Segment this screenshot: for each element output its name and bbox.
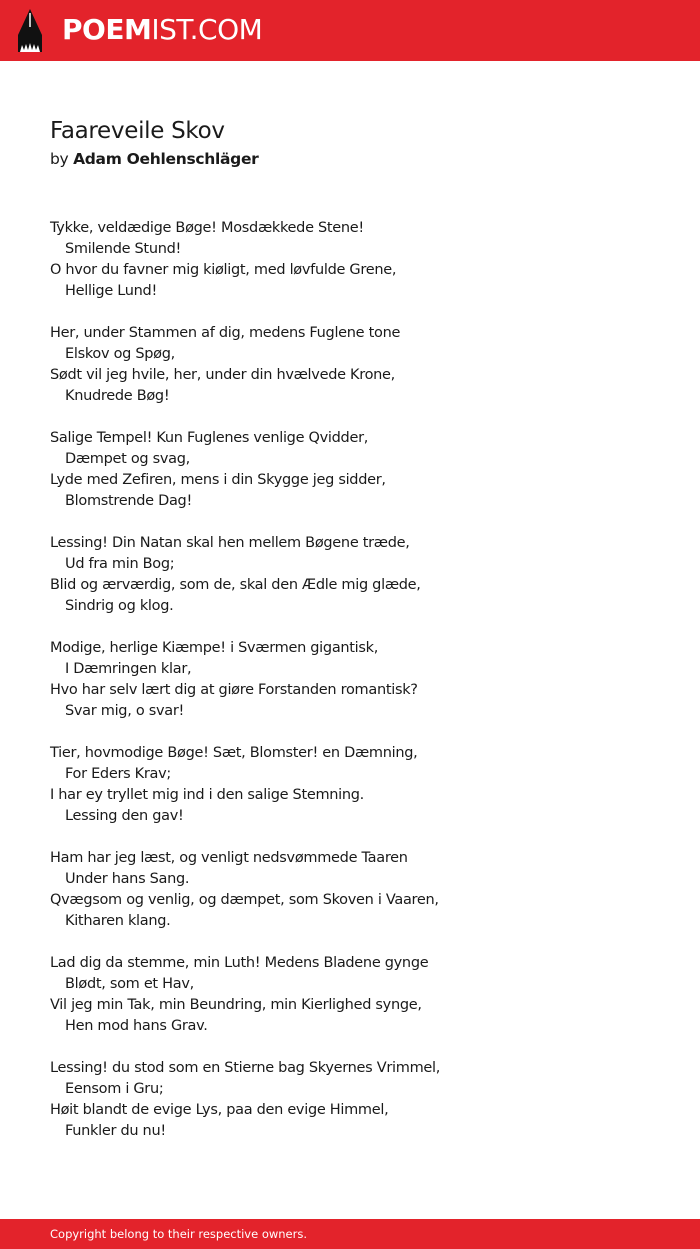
poem-line: Hellige Lund! [65,283,157,299]
poem-line: Modige, herlige Kiæmpe! i Sværmen gigantisk, [50,640,379,656]
stanza [50,218,670,302]
poem-line: Blid og ærværdig, som de, skal den Ædle mig glæde, [50,577,421,593]
poem-line: O hvor du favner mig kiøligt, med løvfulde Grene, [50,262,397,278]
poem-line: Høit blandt de evige Lys, paa den evige Himmel, [50,1102,389,1118]
poem-line: Qvægsom og venlig, og dæmpet, som Skoven i Vaaren, [50,892,439,908]
poem-line: Funkler du nu! [65,1123,166,1139]
poem-line: Under hans Sang. [65,871,190,887]
poem-line: Ud fra min Bog; [65,556,175,572]
poem-line: Blomstrende Dag! [65,493,192,509]
site-logo[interactable] [62,12,262,48]
poem-line: I har ey tryllet mig ind i den salige Stemning. [50,787,364,803]
stanza [50,323,670,407]
stanza [50,1058,670,1142]
poem-line: Kitharen klang. [65,913,171,929]
poem-line: Salige Tempel! Kun Fuglenes venlige Qvidder, [50,430,369,446]
poem-line: I Dæmringen klar, [65,661,192,677]
logo-bold-text: POEM [62,13,152,46]
poem-line: Vil jeg min Tak, min Beundring, min Kierlighed synge, [50,997,422,1013]
stanza [50,638,670,722]
poem-title: Faareveile Skov [50,118,225,144]
pen-nib-icon[interactable] [18,9,42,52]
poem-line: Knudrede Bøg! [65,388,170,404]
poem-line: Tykke, veldædige Bøge! Mosdækkede Stene! [50,220,364,236]
poem-line: Tier, hovmodige Bøge! Sæt, Blomster! en Dæmning, [50,745,418,761]
byline-prefix: by [50,150,69,168]
poem-line: Lad dig da stemme, min Luth! Medens Bladene gynge [50,955,429,971]
copyright-text: Copyright belong to their respective owners. [50,1227,308,1241]
poem-line: Lessing! du stod som en Stierne bag Skyernes Vrimmel, [50,1060,441,1076]
poem-line: Sindrig og klog. [65,598,174,614]
byline [50,148,259,170]
poem-line: Svar mig, o svar! [65,703,184,719]
poem-line: Lessing! Din Natan skal hen mellem Bøgene træde, [50,535,410,551]
poem-line: Lyde med Zefiren, mens i din Skygge jeg sidder, [50,472,386,488]
site-header [0,0,700,61]
poem-line: Hen mod hans Grav. [65,1018,208,1034]
poem-line: Smilende Stund! [65,241,182,257]
poem-line: For Eders Krav; [65,766,171,782]
stanza [50,743,670,827]
poem-body [50,218,670,1163]
site-footer [0,1219,700,1249]
poem-line: Elskov og Spøg, [65,346,175,362]
poem-line: Sødt vil jeg hvile, her, under din hvælvede Krone, [50,367,395,383]
poem-line: Lessing den gav! [65,808,184,824]
stanza [50,428,670,512]
poem-line: Dæmpet og svag, [65,451,190,467]
logo-light-text: IST.COM [151,13,263,46]
stanza [50,533,670,617]
author-name: Adam Oehlenschläger [73,150,259,168]
poem-line: Blødt, som et Hav, [65,976,194,992]
poem-line: Ham har jeg læst, og venligt nedsvømmede Taaren [50,850,408,866]
poem-line: Eensom i Gru; [65,1081,164,1097]
stanza [50,848,670,932]
stanza [50,953,670,1037]
poem-line: Hvo har selv lært dig at giøre Forstanden romantisk? [50,682,418,698]
poem-line: Her, under Stammen af dig, medens Fuglene tone [50,325,401,341]
